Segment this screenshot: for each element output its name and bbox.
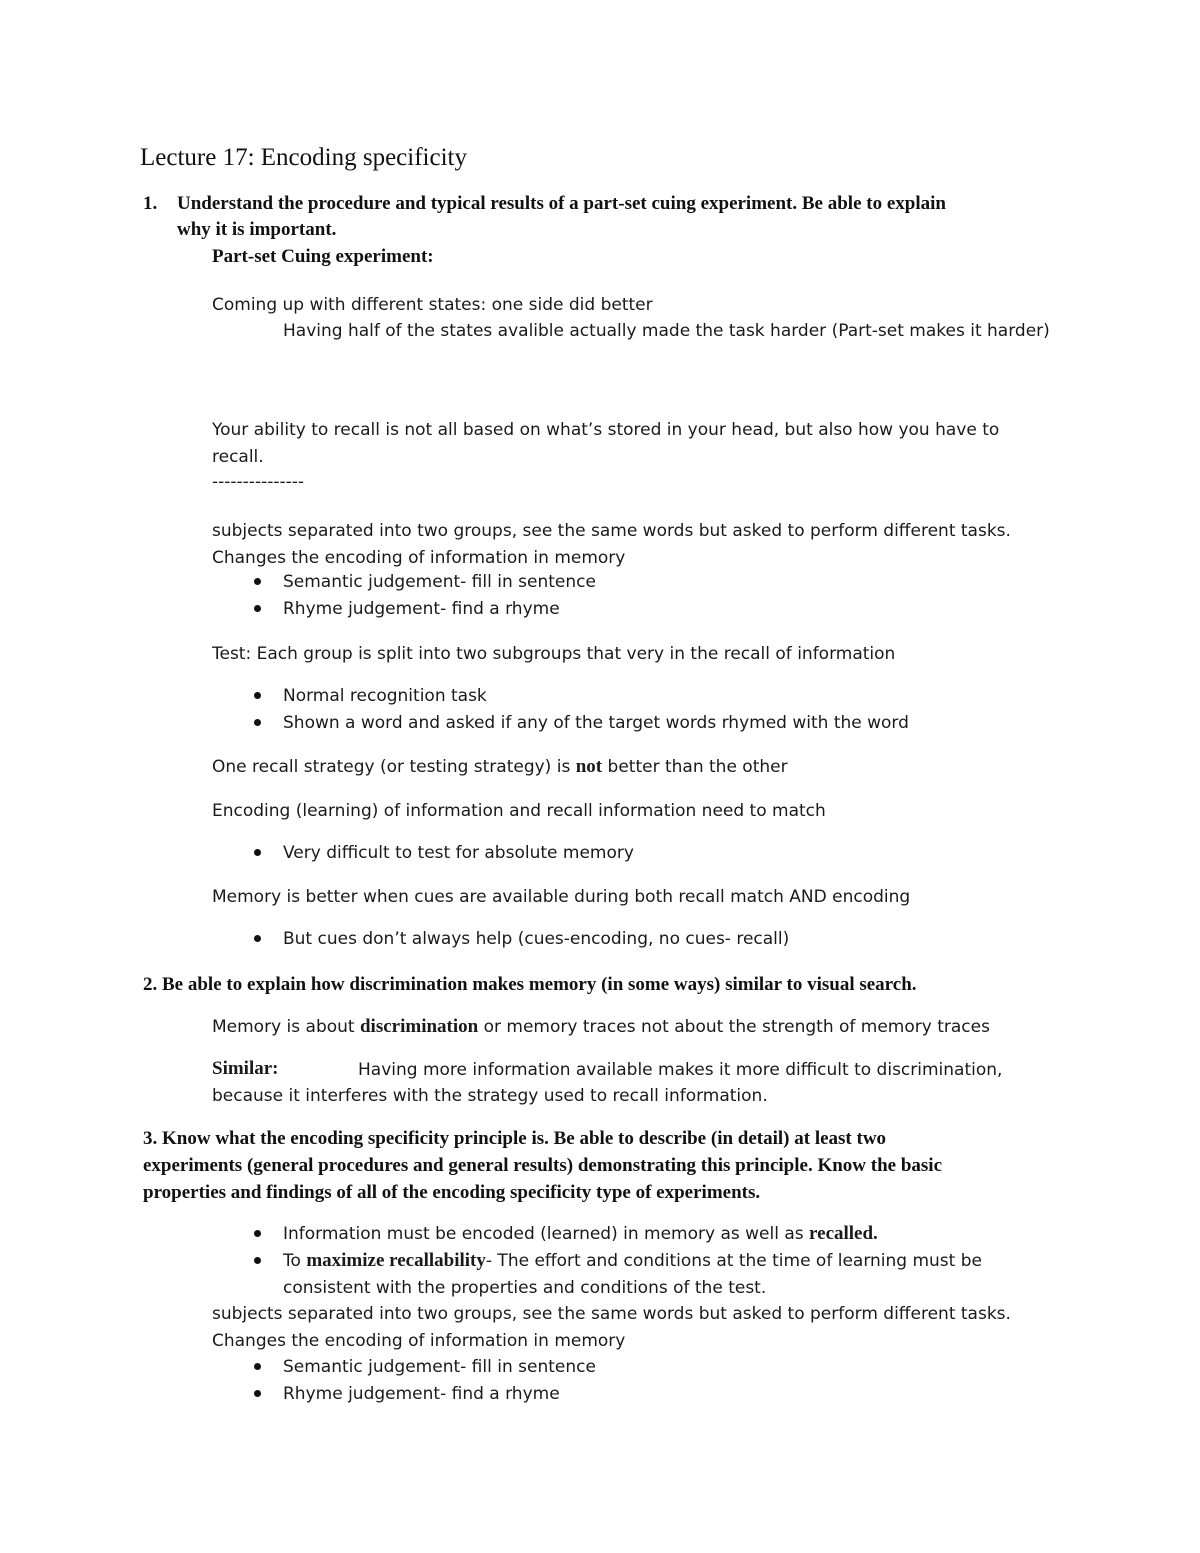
q1-subheading: Part-set Cuing experiment: — [212, 246, 434, 267]
bullet-dot — [254, 692, 261, 699]
q3-b1-bold: recalled. — [809, 1223, 878, 1244]
q2-disc-post: or memory traces not about the strength of memory traces — [478, 1017, 990, 1037]
q3-groups-text: subjects separated into two groups, see the same words but asked to perform different tasks. — [212, 1304, 1011, 1324]
q3-bullet-maximize — [283, 1250, 982, 1272]
q1-changes-text: Changes the encoding of information in memory — [212, 548, 626, 568]
q1-strategy-pre: One recall strategy (or testing strategy) is — [212, 757, 576, 777]
q3-bullet-rhyme: Rhyme judgement- find a rhyme — [283, 1384, 560, 1404]
q3-heading-line1: 3. Know what the encoding specificity principle is. Be able to describe (in detail) at least two — [143, 1128, 887, 1149]
q3-b2-pre: To — [283, 1251, 307, 1271]
q1-bullet-shown: Shown a word and asked if any of the target words rhymed with the word — [283, 713, 909, 733]
q1-bullet-rhyme: Rhyme judgement- find a rhyme — [283, 599, 560, 619]
q1-strategy-bold: not — [575, 756, 603, 777]
q1-heading-line2: why it is important. — [177, 219, 337, 240]
q1-divider: --------------- — [212, 472, 305, 492]
bullet-dot — [254, 1390, 261, 1397]
q1-bullet-normal: Normal recognition task — [283, 686, 487, 706]
q1-strategy-text — [212, 756, 788, 778]
q1-bullet-cues: But cues don’t always help (cues-encoding, no cues- recall) — [283, 929, 790, 949]
q1-bullet-semantic: Semantic judgement- fill in sentence — [283, 572, 596, 592]
q3-changes-text: Changes the encoding of information in memory — [212, 1331, 626, 1351]
bullet-dot — [254, 849, 261, 856]
q3-b2-bold: maximize recallability — [306, 1250, 486, 1271]
q3-bullet-encoded — [283, 1223, 878, 1245]
bullet-dot — [254, 578, 261, 585]
q1-states-detail: Having half of the states avalible actually made the task harder (Part-set makes it harder) — [283, 321, 1050, 341]
bullet-dot — [254, 1363, 261, 1370]
bullet-dot — [254, 935, 261, 942]
q3-bullet-maximize-line2: consistent with the properties and conditions of the test. — [283, 1278, 767, 1298]
q2-similar-text: Having more information available makes it more difficult to discrimination, — [358, 1060, 1003, 1080]
page-title: Lecture 17: Encoding specificity — [140, 144, 467, 171]
q1-memory-text: Memory is better when cues are available during both recall match AND encoding — [212, 887, 911, 907]
bullet-dot — [254, 719, 261, 726]
q1-groups-text: subjects separated into two groups, see the same words but asked to perform different tasks. — [212, 521, 1011, 541]
q2-similar-label: Similar: — [212, 1058, 279, 1079]
bullet-dot — [254, 1257, 261, 1264]
q1-recall-line1: Your ability to recall is not all based on what’s stored in your head, but also how you have to — [212, 420, 1000, 440]
q1-number: 1. — [143, 193, 158, 214]
q3-b2-post: - The effort and conditions at the time of learning must be — [485, 1251, 982, 1271]
q1-recall-line2: recall. — [212, 447, 264, 467]
q1-encoding-text: Encoding (learning) of information and recall information need to match — [212, 801, 826, 821]
q3-b1-pre: Information must be encoded (learned) in memory as well as — [283, 1224, 810, 1244]
q3-heading-line3: properties and findings of all of the encoding specificity type of experiments. — [143, 1182, 761, 1203]
q3-heading-line2: experiments (general procedures and general results) demonstrating this principle. Know the basic — [143, 1155, 943, 1176]
q2-disc-pre: Memory is about — [212, 1017, 360, 1037]
q3-bullet-semantic: Semantic judgement- fill in sentence — [283, 1357, 596, 1377]
bullet-dot — [254, 605, 261, 612]
q1-states-text: Coming up with different states: one side did better — [212, 295, 653, 315]
q1-bullet-absolute: Very difficult to test for absolute memory — [283, 843, 634, 863]
q1-test-text: Test: Each group is split into two subgroups that very in the recall of information — [212, 644, 896, 664]
q2-disc-bold: discrimination — [359, 1016, 479, 1037]
q2-similar-text2: because it interferes with the strategy used to recall information. — [212, 1086, 768, 1106]
q2-heading: 2. Be able to explain how discrimination makes memory (in some ways) similar to visual search. — [143, 974, 917, 995]
q1-heading-line1: Understand the procedure and typical results of a part-set cuing experiment. Be able to explain — [177, 193, 946, 214]
bullet-dot — [254, 1230, 261, 1237]
q2-discrimination-text — [212, 1016, 990, 1038]
q1-strategy-post: better than the other — [602, 757, 788, 777]
